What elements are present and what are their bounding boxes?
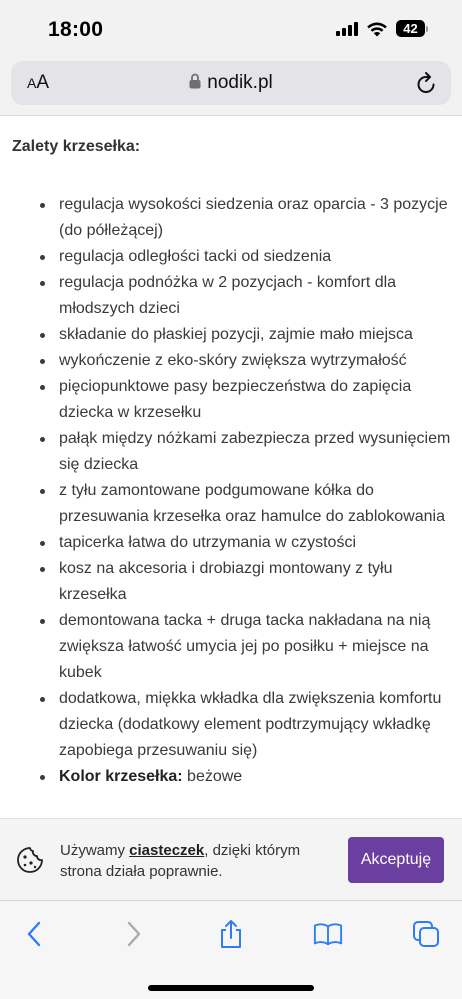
domain-text: nodik.pl	[207, 72, 273, 93]
back-icon	[26, 921, 42, 947]
browser-toolbar	[0, 900, 462, 999]
battery-icon	[396, 20, 428, 37]
bookmarks-icon	[313, 921, 343, 947]
list-item: regulacja wysokości siedzenia oraz oparcia - 3 pozycje (do półleżącej)	[12, 192, 452, 244]
status-time: 18:00	[48, 18, 104, 41]
features-list	[12, 192, 452, 790]
reload-icon[interactable]	[415, 71, 437, 95]
color-list-item	[12, 764, 452, 790]
list-item: tapicerka łatwa do utrzymania w czystości	[12, 530, 452, 556]
list-item: kosz na akcesoria i drobiazgi montowany z tyłu krzesełka	[12, 556, 452, 608]
status-bar	[0, 0, 462, 58]
cookie-icon	[16, 846, 44, 874]
lock-icon	[189, 73, 201, 89]
list-item: pałąk między nóżkami zabezpiecza przed wysunięciem się dziecka	[12, 426, 452, 478]
list-item: pięciopunktowe pasy bezpieczeństwa do zapięcia dziecka w krzesełku	[12, 374, 452, 426]
cookie-banner	[0, 818, 462, 900]
status-icons	[336, 20, 428, 37]
address-bar[interactable]	[11, 61, 451, 105]
forward-button[interactable]	[119, 919, 149, 949]
bookmarks-button[interactable]	[313, 919, 343, 949]
list-item: regulacja odległości tacki od siedzenia	[12, 244, 452, 270]
wifi-icon	[366, 21, 388, 37]
share-icon	[218, 919, 244, 949]
list-item: dodatkowa, miękka wkładka dla zwiększenia komfortu dziecka (dodatkowy element podtrzymujący wkładkę zapobiega przesuwaniu się)	[12, 686, 452, 764]
list-item: regulacja podnóżka w 2 pozycjach - komfort dla młodszych dzieci	[12, 270, 452, 322]
cookie-policy-link[interactable]: ciasteczek	[129, 842, 205, 859]
accept-cookies-button[interactable]: Akceptuję	[348, 837, 444, 883]
share-button[interactable]	[216, 919, 246, 949]
text-size-button[interactable]: AA	[27, 72, 50, 93]
cellular-signal-icon	[336, 21, 358, 36]
list-item: z tyłu zamontowane podgumowane kółka do przesuwania krzesełka oraz hamulce do zablokowania	[12, 478, 452, 530]
cookie-message: Używamy ciasteczek, dzięki którym strona działa poprawnie.	[60, 842, 301, 880]
color-value: beżowe	[182, 768, 243, 785]
battery-level: 42	[403, 21, 418, 36]
list-item: wykończenie z eko-skóry zwiększa wytrzymałość	[12, 348, 452, 374]
color-label: Kolor krzesełka:	[59, 768, 183, 785]
back-button[interactable]	[19, 919, 49, 949]
tabs-icon	[412, 920, 440, 948]
url-display[interactable]	[11, 72, 451, 94]
home-indicator[interactable]	[148, 985, 314, 991]
browser-url-area	[0, 58, 462, 116]
page-content	[0, 116, 462, 818]
tabs-button[interactable]	[411, 919, 441, 949]
list-item: składanie do płaskiej pozycji, zajmie mało miejsca	[12, 322, 452, 348]
list-item: demontowana tacka + druga tacka nakładana na nią zwiększa łatwość umycia jej po posiłku + miejsce na kubek	[12, 608, 452, 686]
forward-icon	[126, 921, 142, 947]
section-title: Zalety krzesełka:	[12, 138, 141, 155]
